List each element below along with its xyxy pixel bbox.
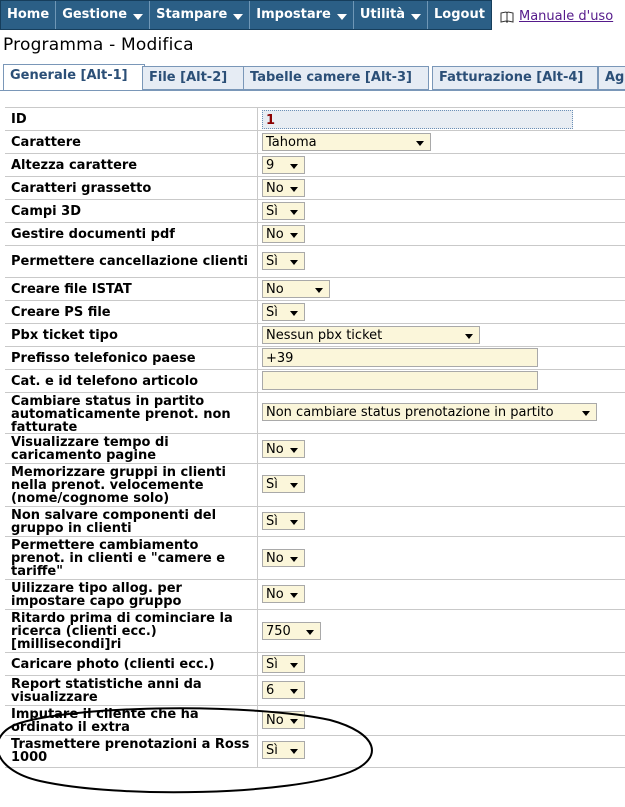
tab-fatturazione[interactable] (432, 66, 598, 90)
tab-file-label: File [Alt-2] (149, 70, 228, 85)
form-row (5, 199, 625, 222)
form-row (5, 735, 625, 768)
chevron-down-icon (290, 210, 298, 215)
form-row (5, 245, 625, 277)
tab-more-label: Ag (605, 70, 625, 85)
nav-gestione-label: Gestione (62, 7, 128, 22)
field-label: Non salvare componenti del gruppo in clienti (11, 508, 217, 536)
field-label: Campi 3D (11, 204, 81, 219)
form-row (5, 323, 625, 346)
3d-fields-select[interactable] (262, 202, 305, 220)
ross1000-select[interactable] (262, 741, 305, 759)
ps-file-select[interactable] (262, 303, 305, 321)
main-menu (0, 0, 492, 30)
select-value: Sì (266, 743, 278, 758)
field-label: Caricare photo (clienti ecc.) (11, 657, 215, 672)
nav-utilita[interactable] (354, 1, 428, 29)
tab-tabelle-camere[interactable] (243, 66, 429, 90)
nav-utilita-label: Utilità (359, 7, 406, 22)
form-row (5, 463, 625, 506)
chevron-down-icon (290, 187, 298, 192)
chevron-down-icon (290, 689, 298, 694)
tab-fatturazione-label: Fatturazione [Alt-4] (439, 70, 584, 85)
nav-gestione[interactable] (56, 1, 150, 29)
caret-down-icon (233, 14, 243, 20)
nav-stampare-label: Stampare (156, 7, 228, 22)
chevron-down-icon (290, 557, 298, 562)
form-row (5, 153, 625, 176)
manual-link-label: Manuale d'uso (519, 9, 614, 24)
field-label: Cat. e id telefono articolo (11, 374, 199, 389)
chevron-down-icon (416, 141, 424, 146)
pbx-ticket-select[interactable] (262, 326, 480, 344)
select-value: Sì (266, 657, 278, 672)
load-photo-select[interactable] (262, 655, 305, 673)
form-row (5, 652, 625, 675)
nav-home[interactable] (1, 1, 56, 29)
form-row (5, 176, 625, 199)
tab-bar (3, 64, 625, 90)
form-row (5, 506, 625, 536)
chevron-down-icon (290, 749, 298, 754)
tab-divider (0, 90, 625, 91)
allow-booking-change-select[interactable] (262, 549, 305, 567)
select-value: Tahoma (266, 135, 317, 150)
select-value: No (266, 587, 284, 602)
chevron-down-icon (465, 334, 473, 339)
form-row (5, 705, 625, 735)
field-label: Permettere cancellazione clienti (11, 254, 248, 269)
select-value: 9 (266, 158, 275, 173)
field-label: Uilizzare tipo allog. per impostare capo gruppo (11, 581, 182, 609)
istat-file-select[interactable] (262, 280, 330, 298)
caret-down-icon (337, 14, 347, 20)
select-value: No (266, 181, 284, 196)
chevron-down-icon (290, 164, 298, 169)
select-value: 750 (266, 624, 291, 639)
chevron-down-icon (582, 411, 590, 416)
field-label: ID (11, 112, 27, 127)
extra-client-select[interactable] (262, 711, 305, 729)
form-row (5, 579, 625, 609)
chevron-down-icon (290, 260, 298, 265)
field-label: Prefisso telefonico paese (11, 351, 196, 366)
caret-down-icon (133, 14, 143, 20)
caret-down-icon (411, 14, 421, 20)
chevron-down-icon (290, 233, 298, 238)
field-label: Cambiare status in partito automaticamente prenot. non fatturate (11, 394, 231, 435)
field-label: Imputare il cliente che ha ordinato il extra (11, 707, 199, 735)
group-leader-select[interactable] (262, 585, 305, 603)
stats-years-select[interactable] (262, 681, 305, 699)
field-label: Trasmettere prenotazioni a Ross 1000 (11, 737, 250, 765)
select-value: 6 (266, 683, 275, 698)
bold-select[interactable] (262, 179, 305, 197)
top-nav-bar (0, 0, 492, 28)
chevron-down-icon (306, 630, 314, 635)
field-label: Creare PS file (11, 305, 111, 320)
chevron-down-icon (315, 288, 323, 293)
form-row (5, 609, 625, 652)
select-value: No (266, 282, 284, 297)
field-label: Creare file ISTAT (11, 282, 132, 297)
pdf-docs-select[interactable] (262, 225, 305, 243)
select-value: Sì (266, 305, 278, 320)
form-row (5, 346, 625, 369)
field-label: Pbx ticket tipo (11, 328, 118, 343)
tab-file[interactable] (142, 66, 244, 90)
select-value: Sì (266, 204, 278, 219)
tab-more[interactable] (598, 66, 625, 90)
tab-tabelle-camere-label: Tabelle camere [Alt-3] (250, 70, 412, 85)
form-row (5, 675, 625, 705)
field-label: Caratteri grassetto (11, 181, 152, 196)
id-field[interactable]: 1 (262, 110, 573, 129)
font-select[interactable] (262, 133, 431, 151)
manual-link[interactable] (500, 9, 613, 24)
select-value: Nessun pbx ticket (266, 328, 383, 343)
field-label: Memorizzare gruppi in clienti nella prenot. velocemente (nome/cognome solo) (11, 465, 226, 506)
form-row (5, 107, 625, 130)
phone-article-input[interactable] (262, 371, 538, 390)
form-row (5, 222, 625, 245)
auto-status-select[interactable] (262, 403, 597, 421)
chevron-down-icon (290, 483, 298, 488)
phone-prefix-input[interactable]: +39 (262, 348, 538, 367)
field-label: Report statistiche anni da visualizzare (11, 677, 202, 705)
form-row (5, 536, 625, 579)
select-value: Sì (266, 477, 278, 492)
select-value: Sì (266, 254, 278, 269)
field-label: Ritardo prima di cominciare la ricerca (clienti ecc.) [millisecondi]ri (11, 611, 233, 652)
chevron-down-icon (290, 719, 298, 724)
chevron-down-icon (290, 448, 298, 453)
book-icon (500, 11, 514, 23)
form-row (5, 300, 625, 323)
page-title: Programma - Modifica (3, 35, 194, 55)
select-value: Non cambiare status prenotazione in partito (266, 405, 554, 420)
delete-clients-select[interactable] (262, 252, 305, 270)
field-label: Visualizzare tempo di caricamento pagine (11, 435, 169, 463)
load-time-select[interactable] (262, 440, 305, 458)
form-row (5, 433, 625, 463)
select-value: No (266, 227, 284, 242)
tab-generale-label: Generale [Alt-1] (10, 68, 128, 83)
chevron-down-icon (290, 520, 298, 525)
nav-stampare[interactable] (150, 1, 250, 29)
group-components-select[interactable] (262, 512, 305, 530)
search-delay-select[interactable] (262, 622, 321, 640)
chevron-down-icon (290, 593, 298, 598)
nav-home-label: Home (7, 7, 50, 22)
nav-logout[interactable] (428, 1, 491, 29)
store-groups-select[interactable] (262, 475, 305, 493)
chevron-down-icon (290, 663, 298, 668)
field-label: Gestire documenti pdf (11, 227, 175, 242)
select-value: No (266, 713, 284, 728)
nav-impostare[interactable] (250, 1, 354, 29)
nav-impostare-label: Impostare (256, 7, 331, 22)
field-label: Permettere cambiamento prenot. in clienti e "camere e tariffe" (11, 538, 226, 579)
select-value: No (266, 442, 284, 457)
nav-logout-label: Logout (434, 7, 485, 22)
form-row (5, 277, 625, 300)
select-value: No (266, 551, 284, 566)
form-row (5, 369, 625, 392)
form-row (5, 130, 625, 153)
field-label: Altezza carattere (11, 158, 138, 173)
form-row (5, 392, 625, 433)
select-value: Sì (266, 514, 278, 529)
font-size-select[interactable] (262, 156, 305, 174)
chevron-down-icon (290, 311, 298, 316)
field-label: Carattere (11, 135, 81, 150)
tab-generale[interactable] (3, 64, 145, 90)
